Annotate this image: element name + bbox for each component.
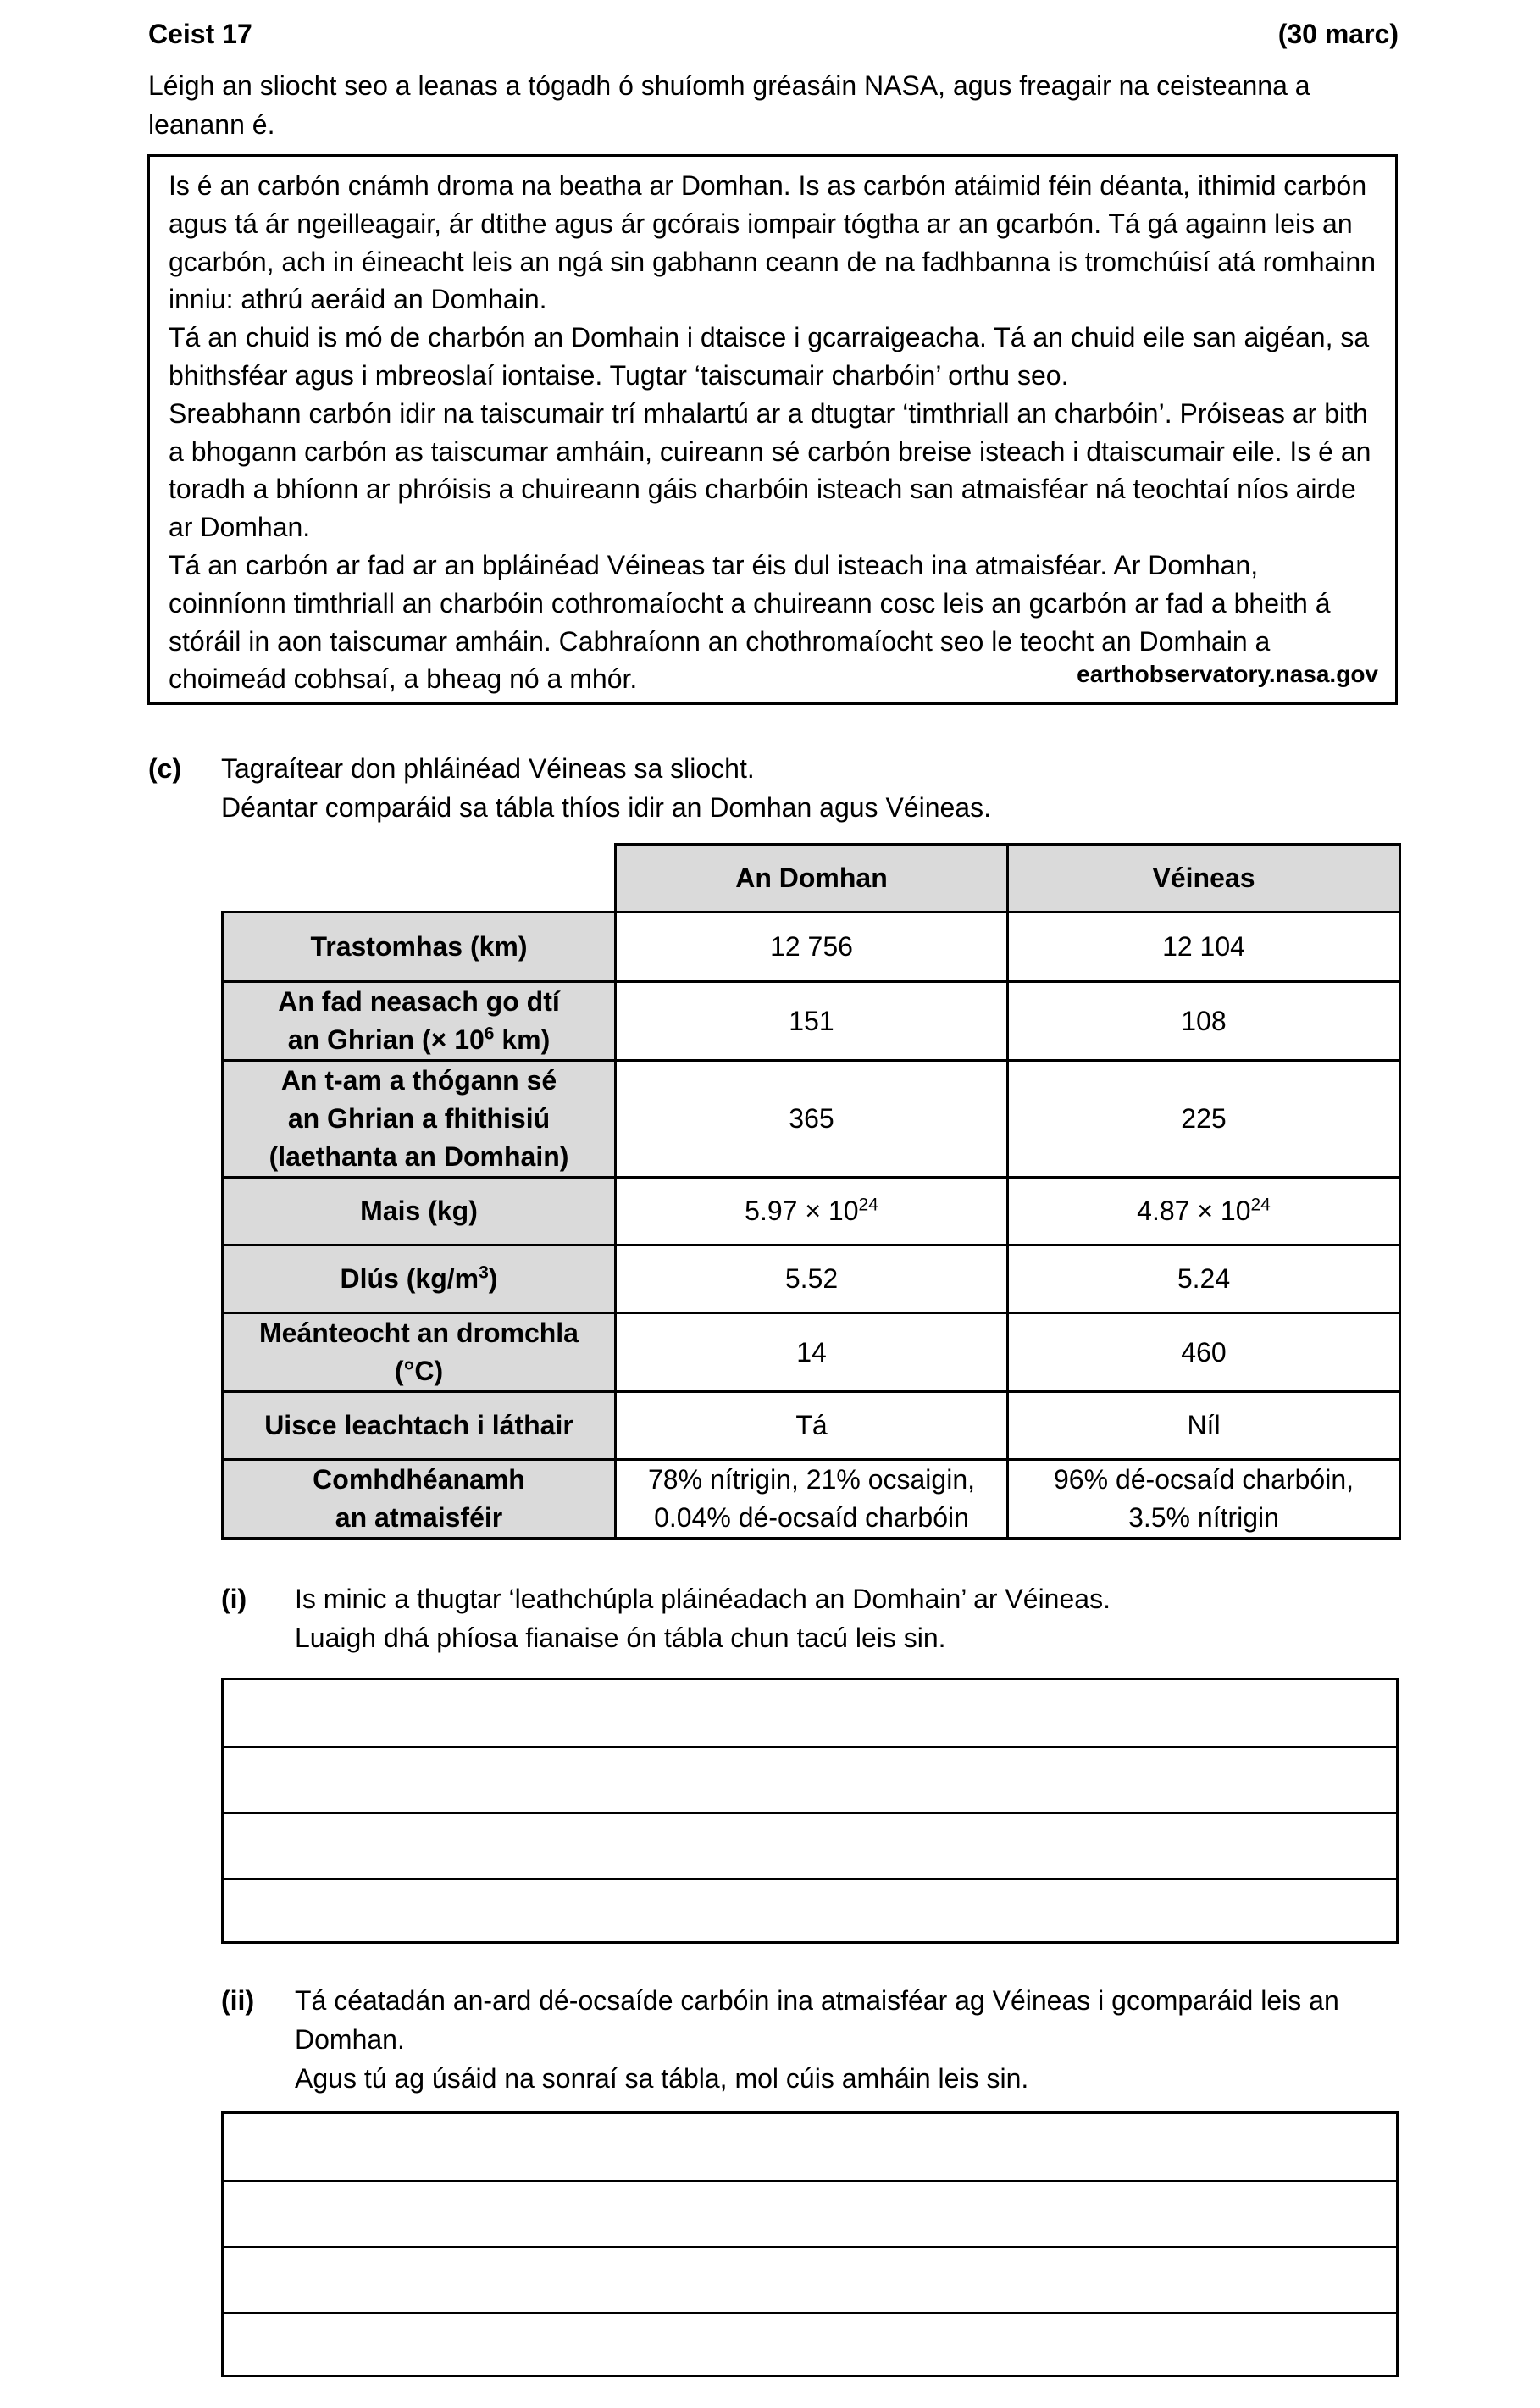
row-label-line: An fad neasach go dtí [278, 986, 560, 1017]
value-base: 4.87 × 10 [1137, 1196, 1251, 1226]
answer-line[interactable] [224, 1878, 1396, 1945]
passage-box [147, 154, 1398, 705]
row-label-line: (laethanta an Domhain) [269, 1141, 569, 1172]
earth-value: 151 [616, 982, 1008, 1061]
row-label-line: Meánteocht an dromchla [259, 1318, 579, 1348]
part-c-text [221, 749, 1390, 827]
earth-value [616, 1178, 1008, 1246]
value-exponent: 24 [858, 1195, 878, 1215]
answer-line[interactable] [224, 2114, 1396, 2180]
table-row [223, 982, 1400, 1061]
answer-line[interactable] [224, 1812, 1396, 1878]
answer-line[interactable] [224, 2180, 1396, 2246]
column-header-venus: Véineas [1008, 845, 1400, 913]
answer-line[interactable] [224, 1680, 1396, 1746]
part-c-label: (c) [148, 753, 182, 784]
table-header-row [223, 845, 1400, 913]
answer-box-i[interactable] [221, 1678, 1399, 1944]
value-base: 5.97 × 10 [745, 1196, 859, 1226]
passage-paragraph: Is é an carbón cnámh droma na beatha ar Domhan. Is as carbón atáimid féin déanta, ithimid carbón agus tá ár ngeilleagair, ár dtithe agus ár gcórais iompair tógtha ar an gcarbón. Tá gá againn leis an gcarbón, ach in éineacht leis an ngá sin gabhann ceann de na fadhbanna is tromchúisí atá romhainn inniu: athrú aeráid an Domhain. [169, 170, 1376, 315]
row-label-line: An t-am a thógann sé [280, 1065, 557, 1096]
part-i-text [295, 1579, 1396, 1657]
question-marks: (30 marc) [1277, 19, 1399, 49]
part-c-line: Tagraítear don phláinéad Véineas sa sliocht. [221, 753, 755, 784]
part-ii-label: (ii) [221, 1985, 255, 2016]
passage-paragraph: Tá an carbón ar fad ar an bpláinéad Véineas tar éis dul isteach ina atmaisféar. Ar Domhan, coinníonn timthriall an charbóin cothromaíocht a chuireann cosc leis an gcarbón ar fad a bheith á stóráil in aon taiscumar amháin. Cabhraíonn an chothromaíocht seo le teocht an Domhain a choimeád cobhsaí, a bheag nó a mhór. [169, 549, 1331, 695]
row-label: Mais (kg) [223, 1178, 616, 1246]
row-label: Uisce leachtach i láthair [223, 1392, 616, 1460]
part-i-line: Is minic a thugtar ‘leathchúpla pláinéadach an Domhain’ ar Véineas. [295, 1584, 1111, 1614]
table-row [223, 1178, 1400, 1246]
table-row [223, 1061, 1400, 1178]
table-row [223, 1460, 1400, 1539]
table-row [223, 913, 1400, 982]
part-i-label: (i) [221, 1584, 247, 1614]
part-ii-text [295, 1981, 1396, 2098]
column-header-earth: An Domhan [616, 845, 1008, 913]
row-label [223, 982, 616, 1061]
row-label-exponent: 3 [479, 1262, 489, 1283]
value-line: 0.04% dé-ocsaíd charbóin [654, 1502, 969, 1533]
row-label-line: (°C) [394, 1356, 444, 1386]
earth-value: 5.52 [616, 1246, 1008, 1313]
row-label-part: km) [494, 1024, 551, 1055]
row-label-line: an atmaisféir [335, 1502, 503, 1533]
value-line: 96% dé-ocsaíd charbóin, [1054, 1464, 1354, 1495]
venus-value: 225 [1008, 1061, 1400, 1178]
passage-paragraph: Sreabhann carbón idir na taiscumair trí mhalartú ar a dtugtar ‘timthriall an charbóin’. Próiseas ar bith a bhogann carbón as taiscumar amháin, cuireann sé carbón breise isteach i dtaiscumair eile. Is é an toradh a bhíonn ar phróisis a chuireann gáis charbóin isteach san atmaisféar ná teochtaí níos airde ar Domhan. [169, 397, 1371, 543]
row-label-part: an Ghrian (× 10 [287, 1024, 485, 1055]
answer-line[interactable] [224, 1746, 1396, 1812]
row-label-part: Dlús (kg/m [340, 1263, 479, 1294]
answer-box-ii[interactable] [221, 2111, 1399, 2377]
part-ii-line: Tá céatadán an-ard dé-ocsaíde carbóin ina atmaisféar ag Véineas i gcomparáid leis an Domhan. [295, 1985, 1339, 2055]
earth-value [616, 1460, 1008, 1539]
row-label [223, 1313, 616, 1392]
venus-value: Níl [1008, 1392, 1400, 1460]
venus-value: 460 [1008, 1313, 1400, 1392]
earth-value: 12 756 [616, 913, 1008, 982]
venus-value [1008, 1460, 1400, 1539]
comparison-table [221, 843, 1401, 1540]
intro-text: Léigh an sliocht seo a leanas a tógadh ó shuíomh gréasáin NASA, agus freagair na ceisteanna a leanann é. [148, 70, 1310, 140]
row-label: Trastomhas (km) [223, 913, 616, 982]
venus-value: 108 [1008, 982, 1400, 1061]
part-ii-line: Agus tú ag úsáid na sonraí sa tábla, mol cúis amháin leis sin. [295, 2063, 1029, 2094]
passage-paragraph: Tá an chuid is mó de charbón an Domhain i dtaisce i gcarraigeacha. Tá an chuid eile san aigéan, sa bhithsféar agus i mbreoslaí iontaise. Tugtar ‘taiscumair charbóin’ orthu seo. [169, 322, 1370, 391]
row-label-line [230, 1021, 607, 1059]
table-row [223, 1392, 1400, 1460]
answer-line[interactable] [224, 2312, 1396, 2378]
row-label-line: an Ghrian a fhithisiú [287, 1103, 551, 1134]
value-exponent: 24 [1250, 1195, 1271, 1215]
table-row [223, 1246, 1400, 1313]
earth-value: 14 [616, 1313, 1008, 1392]
part-c-line: Déantar comparáid sa tábla thíos idir an Domhan agus Véineas. [221, 792, 991, 823]
row-label [223, 1061, 616, 1178]
question-header [148, 19, 1399, 56]
value-line: 3.5% nítrigin [1128, 1502, 1279, 1533]
row-label [223, 1460, 616, 1539]
row-label-exponent: 6 [484, 1024, 495, 1044]
answer-line[interactable] [224, 2246, 1396, 2312]
question-number: Ceist 17 [148, 19, 252, 49]
value-line: 78% nítrigin, 21% ocsaigin, [648, 1464, 975, 1495]
earth-value: Tá [616, 1392, 1008, 1460]
venus-value [1008, 1178, 1400, 1246]
part-i-line: Luaigh dhá phíosa fianaise ón tábla chun tacú leis sin. [295, 1623, 946, 1653]
table-corner-blank [223, 845, 616, 913]
passage-source: earthobservatory.nasa.gov [1077, 661, 1378, 688]
table-row [223, 1313, 1400, 1392]
row-label-part: ) [488, 1263, 498, 1294]
row-label-line: Comhdhéanamh [313, 1464, 525, 1495]
venus-value: 5.24 [1008, 1246, 1400, 1313]
earth-value: 365 [616, 1061, 1008, 1178]
row-label [223, 1246, 616, 1313]
venus-value: 12 104 [1008, 913, 1400, 982]
